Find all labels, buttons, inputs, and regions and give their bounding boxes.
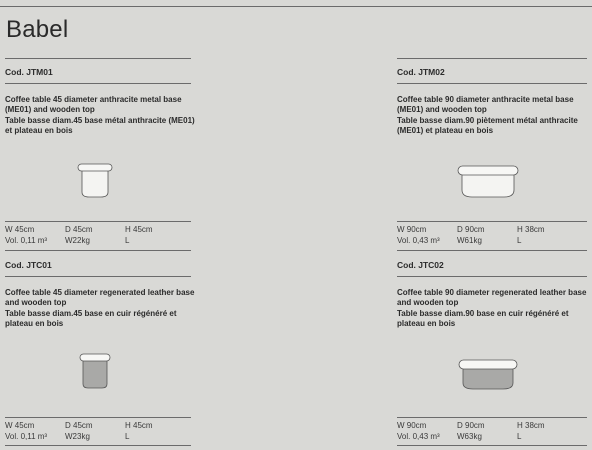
table-illustration [455,162,521,204]
dimensions [397,225,587,249]
table-illustration [455,356,521,396]
weight-value: W63kg [457,432,482,441]
weight-value: W23kg [65,432,90,441]
weight-value: W22kg [65,236,90,245]
dims-rule [397,221,587,222]
table-base [82,169,108,197]
code-rule [5,276,191,277]
description-fr: Table basse diam.45 base en cuir régénéré et plateau en bois [5,309,177,328]
l-value: L [125,432,130,441]
depth-value: D 45cm [65,421,93,430]
height-value: H 45cm [125,421,153,430]
code-rule [397,276,587,277]
card-bottom-rule [397,250,587,251]
table-top [80,354,110,361]
card-top-rule [5,58,191,59]
width-value: W 90cm [397,225,427,234]
product-description [397,95,587,136]
dims-rule [5,221,191,222]
product-code: Cod. JTM01 [5,67,53,77]
product-description [397,288,587,329]
volume-value: Vol. 0,11 m³ [5,432,48,441]
dimensions [5,421,191,445]
height-value: H 38cm [517,421,545,430]
table-illustration [75,160,115,210]
dims-rule [397,417,587,418]
width-value: W 45cm [5,421,35,430]
l-value: L [517,236,522,245]
code-rule [397,83,587,84]
description-fr: Table basse diam.90 piètement métal anthracite (ME01) et plateau en bois [397,116,578,135]
table-illustration [75,350,115,398]
width-value: W 45cm [5,225,35,234]
card-top-rule [397,58,587,59]
height-value: H 38cm [517,225,545,234]
table-base [83,359,107,388]
depth-value: D 90cm [457,225,485,234]
product-description [5,95,195,136]
table-top [459,360,517,369]
weight-value: W61kg [457,236,482,245]
height-value: H 45cm [125,225,153,234]
card-bottom-rule [397,445,587,446]
volume-value: Vol. 0,11 m³ [5,236,48,245]
depth-value: D 90cm [457,421,485,430]
width-value: W 90cm [397,421,427,430]
product-description [5,288,195,329]
table-base [462,172,514,197]
product-code: Cod. JTC02 [397,260,444,270]
description-fr: Table basse diam.45 base métal anthracite (ME01) et plateau en bois [5,116,195,135]
card-bottom-rule [5,250,191,251]
top-rule [0,6,592,7]
page-title: Babel [6,16,69,43]
volume-value: Vol. 0,43 m³ [397,236,440,245]
description-fr: Table basse diam.90 base en cuir régénéré et plateau en bois [397,309,569,328]
description-en: Coffee table 45 diameter anthracite metal base (ME01) and wooden top [5,95,182,114]
product-code: Cod. JTM02 [397,67,445,77]
product-code: Cod. JTC01 [5,260,52,270]
code-rule [5,83,191,84]
dimensions [397,421,587,445]
table-base [463,366,513,389]
table-top [458,166,518,175]
card-bottom-rule [5,445,191,446]
volume-value: Vol. 0,43 m³ [397,432,440,441]
description-en: Coffee table 90 diameter regenerated leather base and wooden top [397,288,587,307]
dimensions [5,225,191,249]
depth-value: D 45cm [65,225,93,234]
dims-rule [5,417,191,418]
l-value: L [125,236,130,245]
description-en: Coffee table 90 diameter anthracite metal base (ME01) and wooden top [397,95,574,114]
table-top [78,164,112,171]
l-value: L [517,432,522,441]
description-en: Coffee table 45 diameter regenerated leather base and wooden top [5,288,195,307]
